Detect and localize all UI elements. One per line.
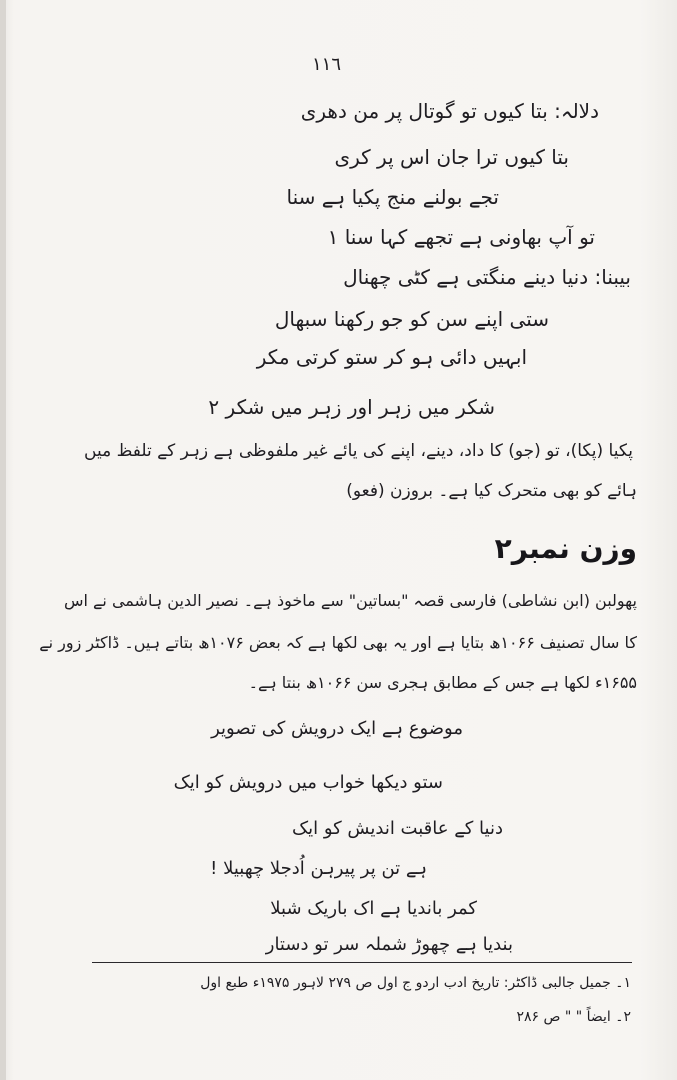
verse-line-7: ابہیں دائی ہو کر ستو کرتی مکر (256, 345, 527, 369)
verse-line-10: ستو دیکھا خواب میں درویش کو ایک (173, 772, 443, 793)
verse-line-13: کمر باندیا ہے اک باریک شبلا (270, 898, 477, 919)
verse-line-11: دنیا کے عاقبت اندیش کو ایک (291, 818, 503, 839)
verse-line-12: ہے تن پر پیرہن اُدجلا چھبیلا ! (210, 858, 427, 879)
verse-line-5: بیبنا: دنیا دینے منگتی ہے کٹی چھنال (343, 265, 631, 289)
verse-line-14: بندیا ہے چھوڑ شملہ سر تو دستار (265, 934, 513, 955)
prose-line-4: کا سال تصنیف ۱۰۶۶ھ بتایا ہے اور یہ بھی لکھا ہے کہ بعض ۱۰۷۶ھ بتاتے ہیں۔ ڈاکٹر زور نے (39, 633, 637, 652)
prose-line-1: پکیا (پکا)، تو (جو) کا داد، دینے، اپنے کی یائے غیر ملفوظی ہے زہر کے تلفظ میں (84, 441, 633, 461)
prose-line-2: ہائے کو بھی متحرک کیا ہے۔ بروزن (فعو) (346, 481, 637, 501)
verse-line-4: تو آپ بھاونی ہے تجھے کہا سنا ۱ (327, 225, 595, 249)
footnote-divider (92, 962, 632, 963)
verse-line-6: ستی اپنے سن کو جو رکھنا سبھال (274, 307, 549, 331)
verse-line-9: موضوع ہے ایک درویش کی تصویر (211, 718, 463, 739)
prose-line-3: پھولبن (ابن نشاطی) فارسی قصہ "بساتین" سے ماخوذ ہے۔ نصیر الدین ہاشمی نے اس (63, 591, 637, 610)
page-number: ١١٦ (312, 54, 342, 75)
verse-line-8: شکر میں زہر اور زہر میں شکر ۲ (208, 395, 495, 419)
section-heading: وزن نمبر۲ (494, 532, 637, 565)
prose-line-5: ۱۶۵۵ء لکھا ہے جس کے مطابق ہجری سن ۱۰۶۶ھ بنتا ہے۔ (248, 673, 637, 692)
verse-line-3: تجے بولنے منج پکیا ہے سنا (286, 185, 499, 209)
footnote-2: ۲۔ ایضاً " " ص ۲۸۶ (516, 1009, 631, 1025)
verse-line-1: دلالہ: بتا کیوں تو گوتال پر من دھری (300, 99, 599, 123)
page-edge (0, 0, 6, 1080)
footnote-1: ۱۔ جمیل جالبی ڈاکٹر: تاریخ ادب اردو ج اول ص ۲۷۹ لاہور ۱۹۷۵ء طبع اول (200, 975, 631, 991)
verse-line-2: بتا کیوں ترا جان اس پر کری (334, 145, 569, 169)
